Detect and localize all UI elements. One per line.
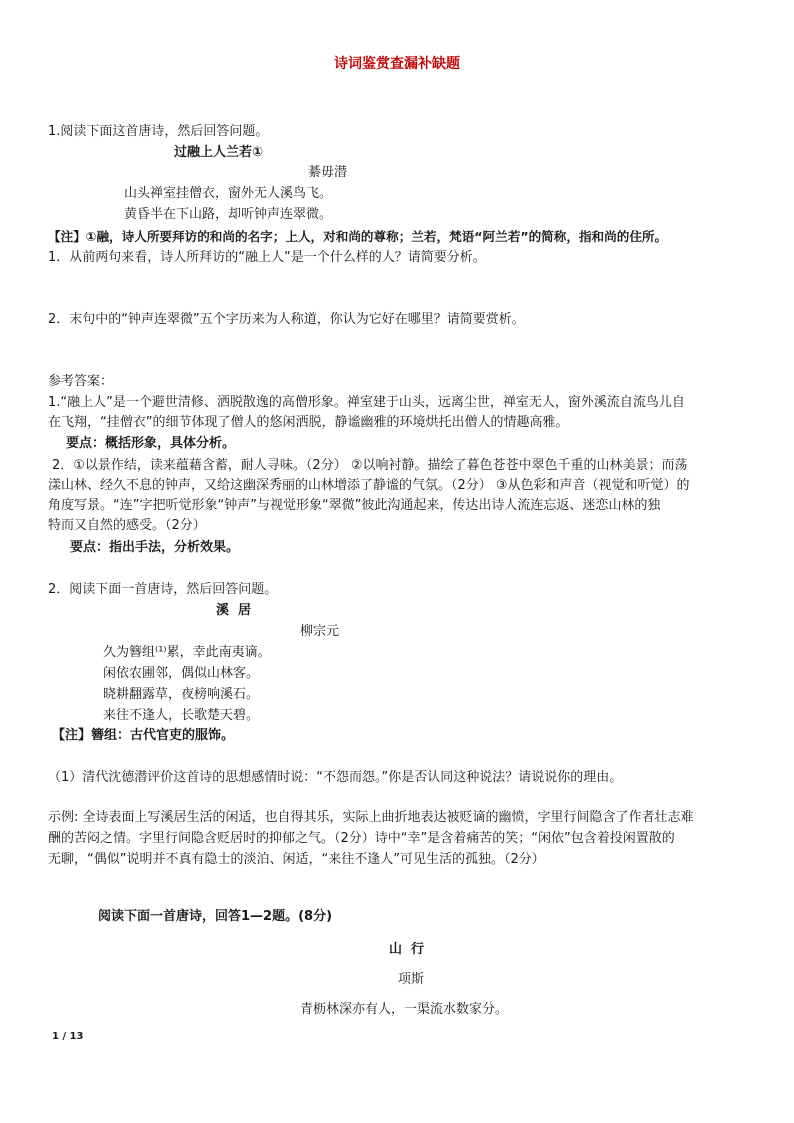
page-title: 诗词鉴赏查漏补缺题	[334, 56, 460, 72]
q1-poem-line: 山头禅室挂僧衣，窗外无人溪鸟飞。	[124, 186, 333, 201]
q1-author: 綦毋潜	[308, 165, 348, 180]
q1-poem-line: 黄昏半在下山路，却听钟声连翠微。	[124, 207, 333, 222]
answer-1-line: 1.“融上人”是一个避世清修、洒脱散逸的高僧形象。禅室建于山头，远离尘世，禅室无人，窗外溪流自流鸟儿自	[48, 395, 685, 410]
q2-poem-line: 晓耕翻露草，夜榜响溪石。	[103, 687, 260, 702]
answer-2-line: 角度写景。“连”字把听觉形象“钟声”与视觉形象“翠微”彼此沟通起来，传达出诗人流连忘返、迷恋山林的独	[48, 498, 661, 513]
q1-note: 【注】①融，诗人所要拜访的和尚的名字；上人，对和尚的尊称；兰若，梵语“阿兰若”的简称，指和尚的住所。	[48, 229, 668, 244]
q1-sub-question-2: 2．末句中的“钟声连翠微”五个字历来为人称道，你认为它好在哪里？请简要赏析。	[48, 312, 525, 327]
q2-poem-line: 闲依农圃邻，偶似山林客。	[103, 666, 260, 681]
q2-poem-line: 来往不逢人，长歌楚天碧。	[103, 708, 260, 723]
q2-question: （1）清代沈德潜评价这首诗的思想感情时说：“不怨而怨。”你是否认同这种说法？请说说你的理由。	[48, 770, 623, 785]
q3-intro: 阅读下面一首唐诗，回答1—2题。(8分)	[98, 909, 333, 924]
q2-poem-line: 久为簪组⁽¹⁾累，幸此南夷谪。	[103, 645, 271, 660]
answer-2-line: 2．①以景作结，读来蕴藉含蓄，耐人寻味。（2分） ②以响衬静。描绘了暮色苍苍中翠色千重的山林美景；而荡	[52, 458, 688, 473]
q2-answer-line: 示例: 全诗表面上写溪居生活的闲适，也自得其乐，实际上曲折地表达被贬谪的幽愤，字里行间隐含了作者壮志难	[48, 810, 694, 825]
q3-poem-title: 山 行	[389, 942, 425, 957]
q2-author: 柳宗元	[300, 624, 340, 639]
answer-2-line: 漾山林、经久不息的钟声，又给这幽深秀丽的山林增添了静谧的气氛。（2分） ③从色彩和声音（视觉和听觉）的	[48, 478, 690, 493]
q2-poem-title: 溪 居	[216, 603, 252, 618]
q2-answer-line: 无聊，“偶似”说明并不真有隐士的淡泊、闲适，“来往不逢人”可见生活的孤独。（2分）	[48, 852, 545, 867]
key-point-2: 要点：指出手法，分析效果。	[70, 540, 240, 555]
q2-answer-line: 酬的苦闷之情。字里行间隐含贬居时的抑郁之气。（2分）诗中“幸”是含着痛苦的笑；“闲依”包含着投闲置散的	[48, 831, 675, 846]
q1-poem-title: 过融上人兰若①	[174, 145, 264, 160]
key-point-1: 要点：概括形象，具体分析。	[66, 436, 236, 451]
answer-2-line: 特而又自然的感受。（2分）	[48, 518, 206, 533]
page-number: 1 / 13	[52, 1031, 84, 1042]
answer-1-line: 在飞翔，“挂僧衣”的细节体现了僧人的悠闲洒脱，静谧幽雅的环境烘托出僧人的情趣高雅。	[48, 415, 569, 430]
q2-note: 【注】簪组：古代官吏的服饰。	[52, 728, 235, 743]
q3-poem-line: 青枥林深亦有人，一渠流水数家分。	[300, 1002, 509, 1017]
q1-intro: 1.阅读下面这首唐诗，然后回答问题。	[48, 124, 269, 139]
q1-sub-question-1: 1．从前两句来看，诗人所拜访的“融上人”是一个什么样的人？请简要分析。	[48, 250, 486, 265]
answer-label: 参考答案：	[48, 374, 114, 389]
q2-intro: 2．阅读下面一首唐诗，然后回答问题。	[48, 582, 278, 597]
q3-author: 项斯	[398, 972, 425, 987]
